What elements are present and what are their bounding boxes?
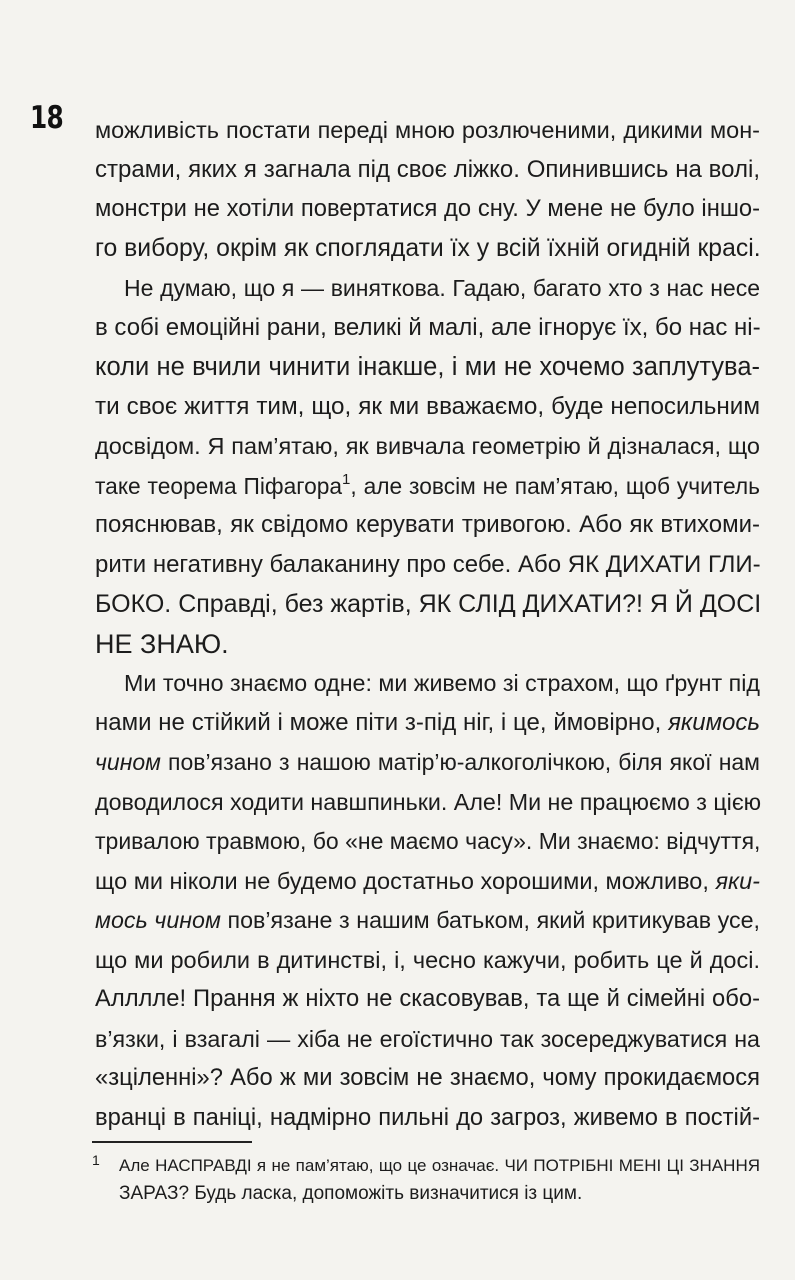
footnote-line: ЗАРАЗ? Будь ласка, допоможіть визначитися із цим. <box>119 1183 583 1204</box>
footnote-reference: 1 <box>342 471 351 488</box>
text-line: монстри не хотіли повертатися до сну. У мене не було іншо- <box>95 195 760 222</box>
text-line <box>95 466 760 506</box>
text-line: можливість постати переді мною розлюченими, дикими мон- <box>95 117 760 143</box>
italic-text: чином <box>95 749 161 775</box>
text-segment: , але зовсім не пам’ятаю, щоб учитель <box>350 473 760 499</box>
text-line: пояснював, як свідомо керувати тривогою. Або як втихоми- <box>95 511 760 538</box>
text-line <box>95 900 760 940</box>
text-line <box>95 703 760 743</box>
text-line <box>95 742 760 782</box>
text-line: в’язки, і взагалі — хіба не егоїстично так зосереджуватися на <box>95 1026 760 1052</box>
text-line: Ми точно знаємо одне: ми живемо зі страхом, що ґрунт під <box>124 670 760 696</box>
text-segment: пов’язане з нашим батьком, який критикував усе, <box>220 907 760 933</box>
text-segment: пов’язано з нашою матір’ю-алкоголічкою, біля якої нам <box>160 749 760 775</box>
text-segment: нами не стійкий і може піти з-під ніг, і це, ймовірно, <box>95 709 669 736</box>
text-line: «зціленні»? Або ж ми зовсім не знаємо, чому прокидаємося <box>95 1064 760 1091</box>
text-line: доводилося ходити навшпиньки. Але! Ми не працюємо з цією <box>95 789 762 815</box>
italic-text: якимось <box>668 709 760 736</box>
italic-text: яки- <box>715 868 760 894</box>
page-number: 18 <box>30 100 63 136</box>
text-segment: що ми ніколи не будемо достатньо хорошими, можливо, <box>95 868 716 894</box>
text-line: Алллле! Прання ж ніхто не скасовував, та ще й сімейні обо- <box>95 985 760 1012</box>
text-line: го вибору, окрім як споглядати їх у всій їхній огидній красі. <box>95 235 761 262</box>
footnote-marker: 1 <box>92 1152 100 1168</box>
text-line: Не думаю, що я — виняткова. Гадаю, багато хто з нас несе <box>124 275 760 301</box>
text-line: страми, яких я загнала під своє ліжко. Опинившись на волі, <box>95 156 760 183</box>
italic-text: мось чином <box>95 907 221 933</box>
footnote-rule <box>92 1141 252 1143</box>
text-line: в собі емоційні рани, великі й малі, але ігнорує їх, бо нас ні- <box>95 314 761 341</box>
text-segment: таке теорема Піфагора <box>95 473 343 499</box>
text-line: коли не вчили чинити інакше, і ми не хочемо заплутува- <box>95 353 760 381</box>
text-line: НЕ ЗНАЮ. <box>95 629 229 659</box>
text-line: вранці в паніці, надмірно пильні до загроз, живемо в постій- <box>95 1104 760 1131</box>
footnote-line: Але НАСПРАВДІ я не пам’ятаю, що це означає. ЧИ ПОТРІБНІ МЕНІ ЦІ ЗНАННЯ <box>119 1156 760 1175</box>
text-line: досвідом. Я пам’ятаю, як вивчала геометрію й дізналася, що <box>95 433 760 459</box>
text-line: БОКО. Справді, без жартів, ЯК СЛІД ДИХАТИ?! Я Й ДОСІ <box>95 590 762 618</box>
text-line: рити негативну балаканину про себе. Або ЯК ДИХАТИ ГЛИ- <box>95 551 761 578</box>
text-line: ти своє життя тим, що, як ми вважаємо, буде непосильним <box>95 393 760 420</box>
text-line <box>95 861 760 901</box>
text-line: що ми робили в дитинстві, і, чесно кажучи, робить це й досі. <box>95 947 760 973</box>
text-line: тривалою травмою, бо «не маємо часу». Ми знаємо: відчуття, <box>95 828 761 854</box>
